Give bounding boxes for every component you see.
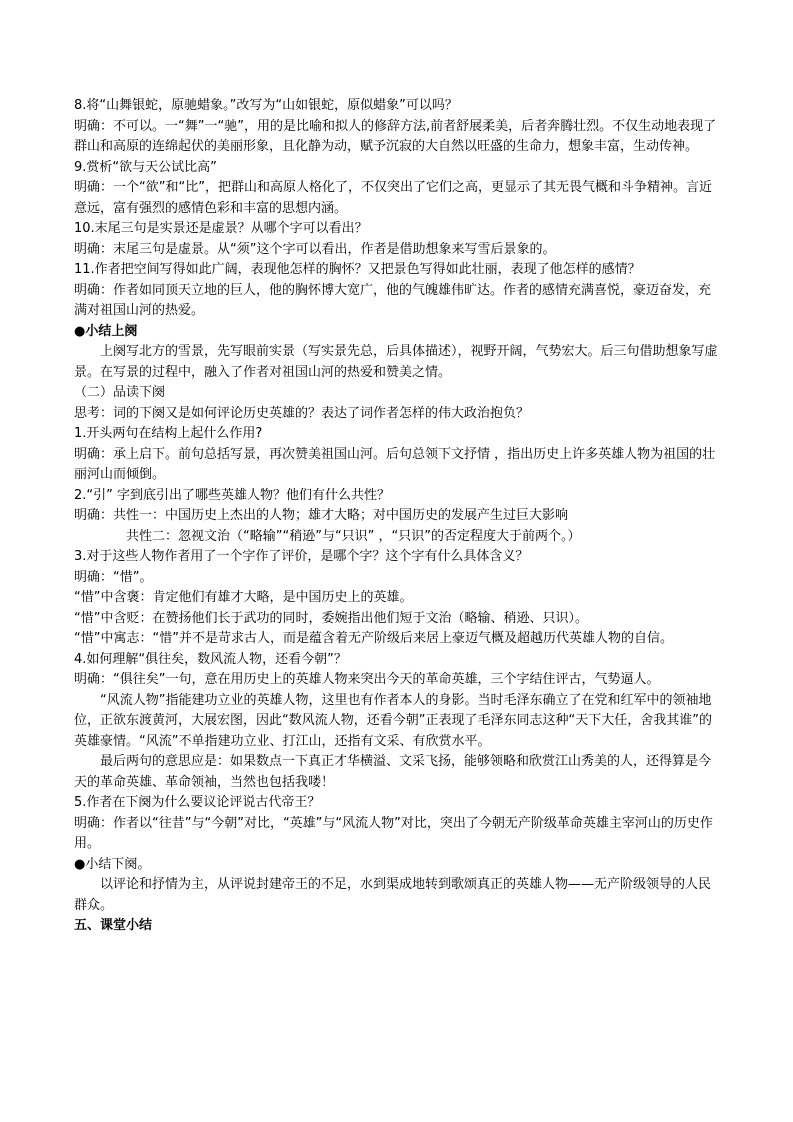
paragraph: 明确：作者如同顶天立地的巨人，他的胸怀博大宽广，他的气魄雄伟旷达。作者的感情充满喜悦，豪迈奋发，充满对祖国山河的热爱。 xyxy=(74,282,712,318)
paragraph: 明确：共性一：中国历史上杰出的人物；雄才大略；对中国历史的发展产生过巨大影响 xyxy=(74,508,569,523)
paragraph: 明确：作者以“往昔”与“今朝”对比，“英雄”与“风流人物”对比，突出了今朝无产阶级革命英雄主宰河山的历史作用。 xyxy=(74,815,713,851)
paragraph: 明确：“惜”。 xyxy=(74,569,153,585)
paragraph: 共性二：忽视文治（“略输”“稍逊”与“只识” ，“只识”的否定程度大于前两个。） xyxy=(126,528,581,544)
paragraph: 上阕写北方的雪景，先写眼前实景（写实景先总，后具体描述），视野开阔，气势宏大。后三句借助想象写虚景。在写景的过程中，融入了作者对祖国山河的热爱和赞美之情。 xyxy=(74,344,718,380)
paragraph: 2.“引” 字到底引出了哪些英雄人物？他们有什么共性？ xyxy=(74,487,391,503)
paragraph: “惜”中含褒：肯定他们有雄才大略，是中国历史上的英雄。 xyxy=(74,590,413,605)
paragraph: 明确：一个“欲”和“比”，把群山和高原人格化了，不仅突出了它们之高，更显示了其无畏气概和斗争精神。言近意远，富有强烈的感情色彩和丰富的思想内涵。 xyxy=(74,180,712,216)
paragraph: “风流人物”指能建功立业的英雄人物，这里也有作者本人的身影。当时毛泽东确立了在党和红军中的领袖地位，正欲东渡黄河，大展宏图，因此“数风流人物，还看今朝”正表现了毛泽东同志这种“天下大任，舍我其谁”的英雄豪情。“风流”不单指建功立业、打江山，还指有文采、有欣赏水平。 xyxy=(74,692,712,749)
paragraph: 5.作者在下阕为什么要议论评说古代帝王？ xyxy=(74,795,321,810)
paragraph: “惜”中含贬：在赞扬他们长于武功的同时，委婉指出他们短于文治（略输、稍逊、只识）。 xyxy=(74,610,588,626)
paragraph: 明确：“俱往矣”一句，意在用历史上的英雄人物来突出今天的革命英雄，三个字结住评古，气势逼人。 xyxy=(74,672,660,687)
paragraph: “惜”中寓志：“惜”并不是苛求古人，而是蕴含着无产阶级后来居上豪迈气概及超越历代英雄人物的自信。 xyxy=(74,631,673,646)
document-body xyxy=(74,96,722,937)
paragraph: ●小结下阕。 xyxy=(74,856,151,872)
paragraph: 明确：不可以。一“舞”一“驰”，用的是比喻和拟人的修辞方法,前者舒展柔美，后者奔腾壮烈。不仅生动地表现了群山和高原的连绵起伏的美丽形象，且化静为动，赋予沉寂的大自然以旺盛的生命力，想象丰富，生动传神。 xyxy=(74,118,717,154)
paragraph: ●小结上阕 xyxy=(74,323,138,339)
paragraph: 五、课堂小结 xyxy=(74,918,153,933)
paragraph: 最后两句的意思应是：如果数点一下真正才华横溢、文采飞扬，能够领略和欣赏江山秀美的人，还得算是今天的革命英雄、革命领袖，当然也包括我喽！ xyxy=(74,754,712,790)
paragraph: 思考：词的下阕又是如何评论历史英雄的？表达了词作者怎样的伟大政治抱负？ xyxy=(74,405,530,421)
paragraph: 11.作者把空间写得如此广阔，表现他怎样的胸怀？又把景色写得如此壮丽，表现了他怎样的感情？ xyxy=(74,262,641,277)
paragraph: 1.开头两句在结构上起什么作用? xyxy=(74,426,263,441)
paragraph: 明确：承上启下。前句总括写景，再次赞美祖国山河。后句总领下文抒情 ，指出历史上许多英雄人物为祖国的壮丽河山而倾倒。 xyxy=(74,446,716,482)
paragraph: 9.赏析“欲与天公试比高” xyxy=(74,159,217,175)
paragraph: 3.对于这些人物作者用了一个字作了评价，是哪个字？这个字有什么具体含义？ xyxy=(74,549,529,564)
paragraph: （二）品读下阕 xyxy=(74,385,166,400)
paragraph: 4.如何理解“俱往矣，数风流人物，还看今朝”？ xyxy=(74,651,347,667)
paragraph: 明确：末尾三句是虚景。从“须”这个字可以看出，作者是借助想象来写雪后景象的。 xyxy=(74,241,556,257)
paragraph: 8.将“山舞银蛇，原驰蜡象。”改写为“山如银蛇，原似蜡象”可以吗？ xyxy=(74,98,458,113)
paragraph: 以评论和抒情为主，从评说封建帝王的不足，水到渠成地转到歌颂真正的英雄人物——无产阶级领导的人民群众。 xyxy=(74,877,712,913)
paragraph: 10.末尾三句是实景还是虚景？从哪个字可以看出？ xyxy=(74,221,368,236)
